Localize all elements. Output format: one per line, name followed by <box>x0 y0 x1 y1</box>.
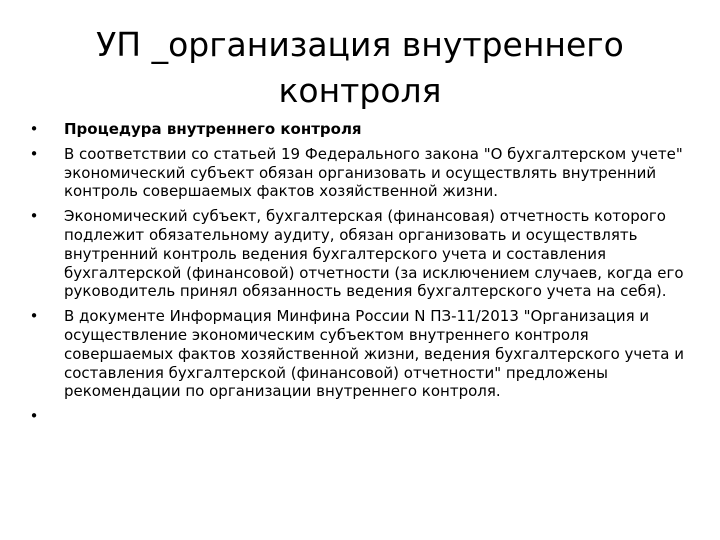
bullet-text: Процедура внутреннего контроля <box>64 120 362 138</box>
bullet-text: В документе Информация Минфина России N ПЗ-11/2013 "Организация и осуществление экономическим субъектом внутреннего контроля совершаемых фактов хозяйственной жизни, ведения бухгалтерского учета и составления бухгалтерской (финансовой) отчетности" предложены рекомендации по организации внутреннего контроля. <box>64 307 684 401</box>
bullet-marker: • <box>29 307 39 326</box>
bullet-marker: • <box>29 120 39 138</box>
bullet-marker: • <box>29 207 39 226</box>
bullet-list <box>28 120 688 426</box>
bullet-text: В соответствии со статьей 19 Федерального закона "О бухгалтерском учете" экономический субъект обязан организовать и осуществлять внутренний контроль совершаемых фактов хозяйственной жизни. <box>64 144 683 201</box>
bullet-marker: • <box>29 407 39 426</box>
bullet-item <box>28 207 688 301</box>
bullet-item <box>28 145 688 201</box>
slide-title: УП _организация внутреннего контроля <box>96 25 624 110</box>
bullet-text: Экономический субъект, бухгалтерская (финансовая) отчетность которого подлежит обязательному аудиту, обязан организовать и осуществлять внутренний контроль ведения бухгалтерского учета и составления бухгалтерской (финансовой) отчетности (за исключением случаев, когда его руководитель принял обязанность ведения бухгалтерского учета на себя). <box>64 207 684 301</box>
bullet-marker: • <box>29 144 39 163</box>
bullet-item <box>28 120 688 139</box>
bullet-item <box>28 307 688 401</box>
